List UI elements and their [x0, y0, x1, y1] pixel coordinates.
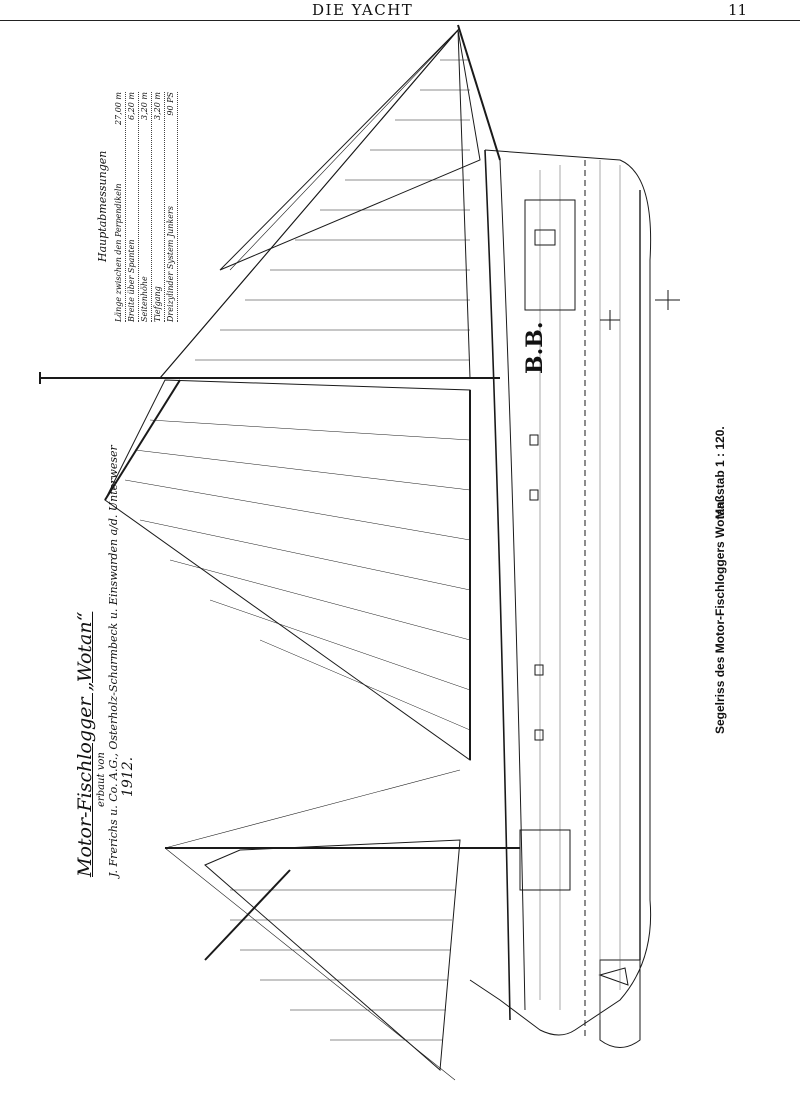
mainsail	[105, 380, 470, 760]
journal-title: DIE YACHT	[312, 1, 414, 19]
page-number: 11	[728, 1, 748, 19]
header-rule	[0, 20, 800, 21]
dimension-row	[113, 92, 126, 322]
fore-deckhouse	[525, 200, 575, 310]
dimension-row	[152, 92, 165, 322]
dimension-value: 3,20 m	[153, 92, 162, 120]
dimension-label: Länge zwischen den Perpendikeln	[114, 183, 123, 322]
dimension-label: Seitenhöhe	[140, 276, 149, 322]
page-header	[0, 0, 800, 22]
cross-mark-2	[600, 310, 620, 330]
dimension-label: Breite über Spanten	[127, 239, 136, 322]
hull-frames	[540, 160, 620, 1020]
foresail	[160, 30, 470, 378]
hull-outline	[470, 150, 651, 1035]
dimension-label: Tiefgang	[153, 286, 162, 322]
mainsail-cloths	[125, 420, 470, 730]
sheer-line	[485, 150, 510, 1020]
dimensions-title: Hauptabmessungen	[96, 150, 109, 262]
foresail-cloths	[195, 60, 470, 360]
deck-line	[500, 160, 525, 1010]
cross-mark	[655, 290, 680, 310]
builder-name: J. Frerichs u. Co. A.G., Osterholz-Scharmbeck u. Einswarden a/d. Unterweser	[107, 445, 120, 877]
scale-note: Maßstab 1 : 120.	[713, 426, 727, 519]
mizzen-cloths	[230, 890, 455, 1040]
figure-caption: Segelriss des Motor-Fischloggers Wotan.	[713, 498, 727, 734]
vessel-name: Motor-Fischlogger „Wotan“	[74, 611, 96, 877]
dimension-row	[139, 92, 152, 322]
fore-deckhouse-window	[535, 230, 555, 245]
dimension-value: 6,20 m	[127, 92, 136, 120]
dimension-value: 27,00 m	[114, 92, 123, 126]
mizzen-gaff	[205, 870, 290, 960]
build-year: 1912.	[120, 756, 136, 797]
sail-plan-plate	[0, 22, 800, 1112]
dimension-row	[126, 92, 139, 322]
aft-deckhouse	[520, 830, 570, 890]
dimension-value: 90 PS	[166, 92, 175, 116]
dimension-row	[165, 92, 178, 322]
bowsprit	[458, 25, 500, 160]
mizzen-sail	[205, 840, 460, 1070]
dimension-value: 3,20 m	[140, 92, 149, 120]
propeller	[600, 968, 628, 985]
portholes	[530, 435, 543, 740]
built-by-label: erbaut von	[96, 752, 107, 807]
dimension-label: Dreizylinder System Junkers	[166, 206, 175, 322]
registration-mark: B.B.	[522, 321, 548, 374]
